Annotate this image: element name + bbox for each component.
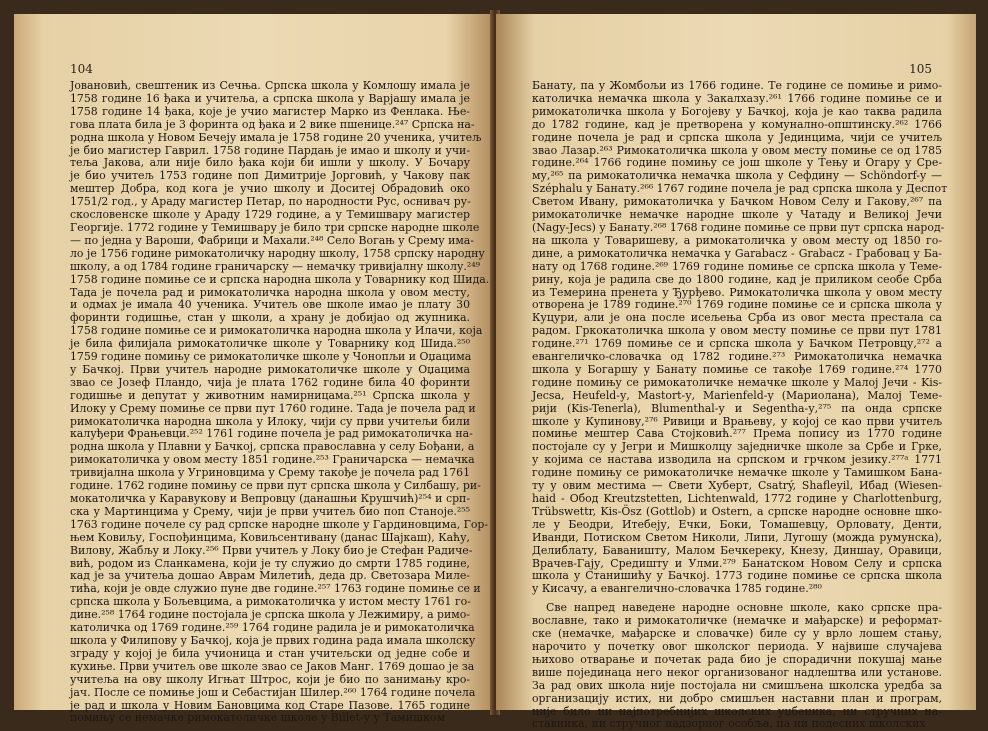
text-line: 1758 године помиње се и српска народна школа у Товарнику код Шида. — [70, 272, 490, 286]
text-line: форинти годишње, стан у школи, а храну је добијао од жупника. — [70, 311, 470, 325]
text-line: године.²⁷¹ 1769 помиње се и српска школа у Бачком Петровцу,²⁷² а — [532, 337, 942, 351]
text-line: ставника, ни стручног надзорног особља, па ни подесних школских — [532, 717, 926, 731]
text-line: 1751/2 год., у Араду магистер Петар, по народности Рус, оснивач ру- — [70, 195, 471, 209]
text-line: 1758 године 16 ђака и учитеља, а српска школа у Варјашу имала је — [70, 91, 470, 105]
text-line: скословенске школе у Араду 1729 године, а у Темишвару магистер — [70, 208, 470, 222]
text-line: вић, родом из Сланкамена, који је ту служио до смрти 1785 године, — [70, 556, 470, 570]
text-line: римокатоличка народна школа у Илоку, чији су први учитељи били — [70, 414, 470, 428]
text-line: Тада је почела рад и римокатоличка народна школа у овом месту, — [70, 285, 470, 299]
text-line: је била филијала римокатоличке школе у Товарнику код Шида.²⁵⁰ — [70, 337, 470, 351]
text-line: године почела је рад и српска школа у Јединцима, чији се учитељ — [532, 130, 942, 144]
text-line: радом. Гркокатоличка школа у овом месту помиње се први пут 1781 — [532, 324, 942, 338]
text-line: на школа у Товаришеву, а римокатоличка у овом месту од 1850 го- — [532, 233, 942, 247]
text-line: ло је 1756 године римокатоличку народну школу, 1758 српску народну — [70, 246, 485, 260]
text-line: године. 1762 године помињу се први пут српска школа у Силбашу, ри- — [70, 479, 481, 493]
text-line: је рад и школа у Новим Бановцима код Старе Пазове. 1765 године — [70, 698, 470, 712]
text-line: римокатоличке немачке народне школе у Чатаду и Великој Јечи — [532, 208, 942, 222]
text-line: Куцури, али је она после исељења Срба из овог места престала са — [532, 311, 942, 325]
text-line: ска у Мартинцима у Срему, чији је први учитељ био поп Станоје.²⁵⁵ — [70, 504, 470, 518]
text-line: родна школа у Плавни у Бачкој, српска православна у селу Бођани, а — [70, 440, 475, 454]
text-line: римокатоличка школа у Богојеву у Бачкој, која је као таква радила — [532, 104, 942, 118]
text-line: отворена је 1789 године.²⁷⁰ 1769 године помиње се и српска школа у — [532, 298, 942, 312]
text-line: За рад ових школа није постојала ни смишљена школска уредба за — [532, 678, 942, 692]
text-line: помињу се немачке римокатоличке школе у Billet-у у Тамишком — [70, 711, 445, 725]
text-line: мокатоличка у Каравукову и Вепровцу (данашњи Крушчић)²⁵⁴ и срп- — [70, 492, 470, 505]
text-line: нарочито у почетку овог школског периода. У највише случајева — [532, 639, 942, 653]
text-line: Светом Ивану, римокатоличка у Бачком Новом Селу и Гакову,²⁶⁷ па — [532, 195, 942, 209]
text-line: (Nagy-Jecs) у Банату.²⁶⁸ 1768 године помиње се први пут српска народ- — [532, 220, 945, 234]
text-line: године помињу се римокатоличке немачке школе у Тамишком Бана- — [532, 466, 942, 480]
text-line: рији (Kis-Tenerla), Blumenthal-у и Segentha-у,²⁷⁵ па онда српске — [532, 401, 942, 415]
text-line: више појединаца него неког организованог надлештва или установе. — [532, 665, 942, 679]
text-line: јач. После се помиње још и Себастијан Шилер.²⁶⁰ 1764 године почела — [70, 685, 476, 699]
text-line: у Бачкој. Први учитељ народне римокатоличке школе у Оџацима — [70, 362, 470, 376]
text-line: Илоку у Срему помиње се први пут 1760 године. Тада је почела рад и — [70, 401, 476, 415]
text-line: школа у Филипову у Бачкој, која је првих година рада имала школску — [70, 633, 476, 647]
text-line: њем Ковиљу, Госпођинцима, Ковиљсентивану (данас Шајкаш), Каћу, — [70, 530, 470, 544]
text-line: Вилову, Жабљу и Локу.²⁵⁶ Први учитељ у Локу био је Стефан Радиче- — [70, 543, 473, 557]
text-line: Jecsa, Heufeld-у, Mastort-у, Marienfeld-у (Мариолана), Малој Теме- — [532, 388, 942, 402]
text-line: дине, а римокатоличка немачка у Garabacz - Grabacz - Грабовац у Ба- — [532, 246, 942, 260]
text-line: није било ни најпотребнијих школских уџбеника, ни стручних на- — [532, 704, 942, 718]
right-page — [496, 14, 976, 731]
text-line: је био магистер Гаврил. 1758 године Пардањ је имао и школу и учи- — [70, 143, 470, 157]
left-page-text — [70, 79, 490, 725]
text-line: му,²⁶⁵ па римокатоличка немачка школа у Сефдину — Schöndorf-у — — [532, 169, 942, 183]
text-line: haid - Обод Kreutzstetten, Lichtenwald, 1772 године у Charlottenburg, — [532, 492, 942, 505]
text-line: тића, који је овде служио пуне две године.²⁵⁷ 1763 године помиње се и — [70, 582, 481, 596]
text-line: године.²⁶⁴ 1766 године помињу се још школе у Тењу и Огару у Сре- — [532, 156, 942, 170]
text-line: зграду у којој је била учионица и стан учитељски од једне собе и — [70, 646, 470, 660]
text-line: ту у овим местима — Свети Хуберт, Csatrý, Shafleyil, Ибад (Wiesen- — [532, 479, 942, 493]
text-line: учитеља на ову школу Игњат Штрос, који је био по занимању кро- — [70, 672, 470, 686]
text-line: годишње и депутат у животним намирницама.²⁵¹ Српска школа у — [70, 388, 470, 402]
text-line: евангеличко-словачка од 1782 године.²⁷³ Римокатоличка немачка — [532, 350, 942, 364]
text-line: организацију истих, ни добро смишљен наставни план и програм, — [532, 691, 942, 705]
text-line: Széphalu у Банату.²⁶⁶ 1767 године почела је рад српска школа у Деспот — [532, 182, 948, 196]
text-line: дине.²⁵⁸ 1764 године постојала је српска школа у Лежимиру, а римо- — [70, 608, 470, 622]
text-line: Све напред наведене народне основне школе, како српске пра- — [546, 601, 942, 615]
text-line: калуђери Фрањевци.²⁵² 1761 године почела је рад римокатоличка на- — [70, 427, 473, 441]
text-line: звао Лазар.²⁶³ Римокатоличка школа у овом месту помиње се од 1785 — [532, 143, 942, 157]
text-line: тривијална школа у Угриновцима у Срему такође је почела рад 1761 — [70, 466, 470, 480]
text-line: Делиблату, Баваништу, Малом Бечкереку, Кнезу, Диншау, Оравици, — [532, 543, 942, 557]
text-line: кад је за учитеља дошао Аврам Милетић, деда др. Светозара Миле- — [70, 569, 470, 583]
text-line: помиње мештер Сава Стојковић.²⁷⁷ Према попису из 1770 године — [532, 427, 942, 441]
text-line: нату од 1768 године.²⁶⁹ 1769 године помиње се српска школа у Теме- — [532, 259, 942, 273]
text-line: и одмах је имала 40 ученика. Учитељ ове школе имао је плату 30 — [70, 298, 470, 312]
text-line: Врачев-Гају, Средишту и Улми.²⁷⁹ Банатском Новом Селу и српска — [532, 556, 942, 570]
text-line: родна школа у Новом Бечеју имала је 1758 године 20 ученика, учитељ — [70, 130, 482, 144]
text-line: Банату, па у Жомбољи из 1766 године. Те године се помиње и римо- — [532, 79, 942, 92]
text-line: — по једна у Вароши, Фабрици и Махали.²⁴⁸ Село Вогањ у Срему има- — [70, 233, 474, 247]
text-line: године помињу се римокатоличке немачке школе у Малој Јечи - Kis- — [532, 375, 942, 389]
text-line: 1763 године почеле су рад српске народне школе у Гардиновцима, Гор- — [70, 517, 489, 531]
text-line: 1758 године помиње се и римокатоличка народна школа у Илачи, која — [70, 324, 483, 338]
text-line: српска школа у Бољевцима, а римокатоличка у истом месту 1761 го- — [70, 595, 471, 609]
text-line: до 1782 године, кад је претворена у комунално-општинску.²⁶² 1766 — [532, 117, 942, 131]
text-line: римокатоличка у овом месту 1851 године.²⁵³ Граничарска — немачка — [70, 453, 475, 467]
text-line: Георгије. 1772 године у Темишвару је било три српске народне школе — [70, 220, 480, 234]
text-line: католичка од 1769 године.²⁵⁹ 1764 године радила је и римокатоличка — [70, 621, 475, 635]
text-line: из Темерина пренета у Ђурђево. Римокатоличка школа у овом месту — [532, 285, 942, 299]
text-line: 1759 године помињу се римокатоличке школе у Чонопљи и Оџацима — [70, 350, 472, 364]
text-line: је био учитељ 1753 године поп Димитрије Јорговић, у Чакову пак — [70, 169, 470, 183]
text-line: теља Јакова, али није било ђака који би ишли у школу. У Бочару — [70, 156, 470, 170]
text-line: рину, која је радила све до 1800 године, кад је приликом сеобе Срба — [532, 272, 942, 286]
left-page-number: 104 — [70, 62, 93, 76]
text-line: мештер Добра, код кога је учио школу и Доситеј Обрадовић око — [70, 182, 470, 196]
text-line: ске (немачке, мађарске и словачке) биле су у врло лошем стању, — [532, 627, 942, 641]
text-line: ле у Беодри, Итебеју, Ечки, Боки, Томашевцу, Орловату, Денти, — [532, 517, 942, 531]
right-page-number: 105 — [909, 62, 932, 76]
text-line: у Кисачу, а евангелично-словачка 1785 године.²⁸⁰ — [532, 582, 822, 596]
text-line: школа у Богаршу у Банату помиње се такође 1769 године.²⁷⁴ 1770 — [532, 362, 942, 376]
text-line: католичка немачка школа у Закалхазу.²⁶¹ 1766 године помиње се и — [532, 91, 942, 105]
text-line: школе у Купинову,²⁷⁶ Ривици и Врањеву, у којој се као први учитељ — [532, 414, 942, 428]
text-line: кухиње. Први учитељ ове школе звао се Јаков Манг. 1769 дошао је за — [70, 659, 475, 673]
text-line: Јовановић, свештеник из Сечња. Српска школа у Комлошу имала је — [70, 79, 470, 92]
text-line: звао се Јозеф Пландо, чија је плата 1762 године била 40 форинти — [70, 375, 470, 389]
text-line: школу, а од 1784 године граничарску — немачку тривијалну школу.²⁴⁹ — [70, 259, 480, 273]
text-line: Trübswettr, Kis-Ösz (Gottlob) и Ostern, а српске народне основне шко- — [532, 504, 942, 518]
text-line: гова плата била је 3 форинта од ђака и 2 вике пшенице.²⁴⁷ Српска на- — [70, 117, 475, 131]
right-page-text — [532, 79, 948, 731]
text-line: школа у Станишићу у Бачкој. 1773 године помиње се српска школа — [532, 569, 942, 583]
text-line: вославне, тако и римокатоличке (немачке и мађарске) и реформат- — [532, 614, 942, 628]
left-page — [14, 14, 494, 725]
text-line: њихово отварање и почетак рада био је спорадични покушај мање — [532, 652, 942, 666]
text-line: постојале су у Јегри и Мишколцу заједничке школе за Србе и Грке, — [532, 440, 942, 454]
text-line: 1758 године 14 ђака, које је учио магистер Марко из Фенлака. Ње- — [70, 104, 470, 118]
text-line: у којима се настава изводила на српском и грчком језику.²⁷⁷ᵃ 1771 — [532, 453, 942, 467]
text-line: Иванди, Потиском Светом Николи, Липи, Лугошу (можда румунска), — [532, 530, 942, 544]
